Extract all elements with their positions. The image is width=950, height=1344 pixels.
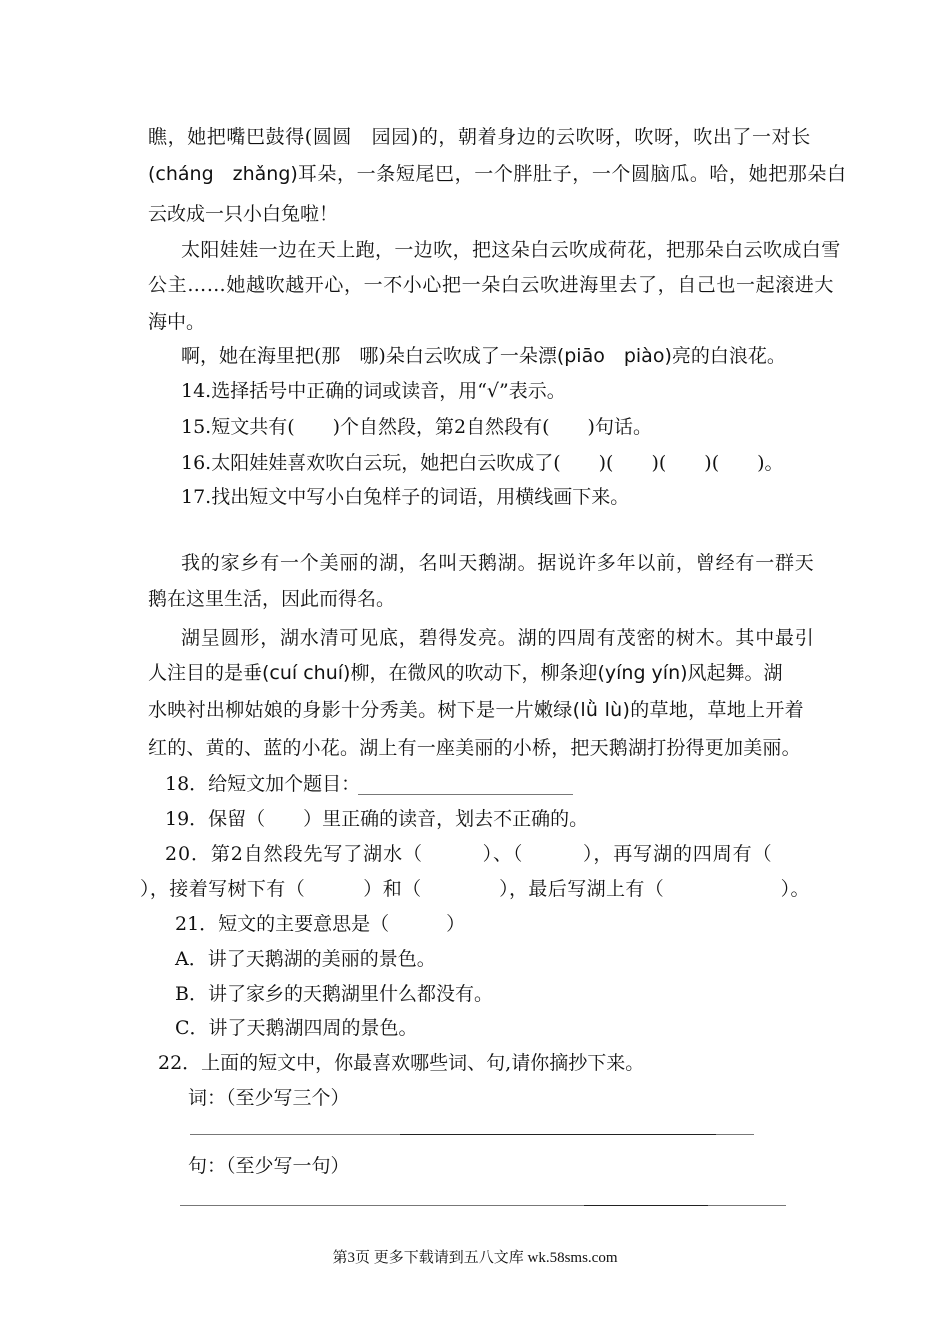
passage1-line7-a: 啊，她在海里把(那 哪)朵白云吹成了一朵漂 <box>181 345 557 367</box>
sentence-answer-line-mid[interactable] <box>584 1205 708 1206</box>
passage2-line6: 红的、黄的、蓝的小花。湖上有一座美丽的小桥，把天鹅湖打扮得更加美丽。 <box>148 737 801 759</box>
title-answer-line[interactable] <box>358 794 573 795</box>
word-answer-line-mid[interactable] <box>400 1134 716 1135</box>
question-20-line1: 20．第2自然段先写了湖水（ ）、（ ），再写湖的四周有（ <box>165 843 773 865</box>
question-16: 16.太阳娃娃喜欢吹白云玩，她把白云吹成了( )( )( )( )。 <box>181 452 784 474</box>
question-17: 17.找出短文中写小白兔样子的词语，用横线画下来。 <box>181 486 630 508</box>
question-15: 15.短文共有( )个自然段，第2自然段有( )句话。 <box>181 416 652 438</box>
passage2-line3: 湖呈圆形，湖水清可见底，碧得发亮。湖的四周有茂密的树木。其中最引 <box>181 627 815 649</box>
passage1-line3: 云改成一只小白兔啦！ <box>148 203 339 225</box>
passage2-line4-c: 风起舞。湖 <box>687 662 783 684</box>
passage1-line6: 海中。 <box>148 311 206 333</box>
option-b: B．讲了家乡的天鹅湖里什么都没有。 <box>175 983 493 1005</box>
sentence-answer-line-right[interactable] <box>708 1205 786 1206</box>
pinyin-chui: (cuí chuí) <box>262 662 351 684</box>
word-answer-line-left[interactable] <box>190 1134 400 1135</box>
passage1-line7 <box>181 343 786 369</box>
passage2-line5 <box>148 697 804 723</box>
passage2-line4 <box>148 660 783 686</box>
question-19: 19．保留（ ）里正确的读音，划去不正确的。 <box>165 808 589 830</box>
passage1-line5: 公主……她越吹越开心，一不小心把一朵白云吹进海里去了，自己也一起滚进大 <box>148 274 835 296</box>
passage1-line7-b: 亮的白浪花。 <box>671 345 786 367</box>
pinyin-ying: (yíng yín) <box>597 662 688 684</box>
passage1-line1: 瞧，她把嘴巴鼓得(圆圆 园园)的，朝着身边的云吹呀，吹呀，吹出了一对长 <box>148 126 811 148</box>
option-c: C．讲了天鹅湖四周的景色。 <box>175 1017 418 1039</box>
question-22: 22．上面的短文中，你最喜欢哪些词、句,请你摘抄下来。 <box>158 1052 645 1074</box>
passage2-line5-b: 的草地，草地上开着 <box>630 699 804 721</box>
word-answer-line-right[interactable] <box>716 1134 754 1135</box>
passage2-line4-a: 人注目的是垂 <box>148 662 263 684</box>
question-14: 14.选择括号中正确的词或读音，用“√”表示。 <box>181 380 566 402</box>
passage2-line5-a: 水映衬出柳姑娘的身影十分秀美。树下是一片嫩绿 <box>148 699 573 721</box>
option-a: A．讲了天鹅湖的美丽的景色。 <box>175 948 436 970</box>
question-21: 21．短文的主要意思是（ ） <box>175 913 466 935</box>
passage1-line2-text: 耳朵，一条短尾巴，一个胖肚子，一个圆脑瓜。哈，她把那朵白 <box>297 163 847 185</box>
q22-sentence-label: 句：（至少写一句） <box>188 1155 350 1177</box>
passage1-line2 <box>148 161 847 187</box>
pinyin-piao: (piāo piào) <box>556 345 672 367</box>
page-footer: 第3页 更多下载请到五八文库 wk.58sms.com <box>332 1250 618 1266</box>
pinyin-chang-zhang: (cháng zhǎng) <box>148 163 298 185</box>
sentence-answer-line-left[interactable] <box>180 1205 584 1206</box>
passage2-line4-b: 柳，在微风的吹动下，柳条迎 <box>350 662 598 684</box>
q22-word-label: 词：（至少写三个） <box>188 1087 350 1109</box>
passage1-line4: 太阳娃娃一边在天上跑，一边吹，把这朵白云吹成荷花，把那朵白云吹成白雪 <box>181 239 841 261</box>
passage2-line1: 我的家乡有一个美丽的湖，名叫天鹅湖。据说许多年以前，曾经有一群天 <box>181 552 815 574</box>
pinyin-lu: (lǜ lù) <box>572 699 631 721</box>
passage2-line2: 鹅在这里生活，因此而得名。 <box>148 588 396 610</box>
question-20-line2: ），接着写树下有（ ）和（ ），最后写湖上有（ ）。 <box>140 878 810 900</box>
question-18: 18．给短文加个题目： <box>165 773 361 795</box>
